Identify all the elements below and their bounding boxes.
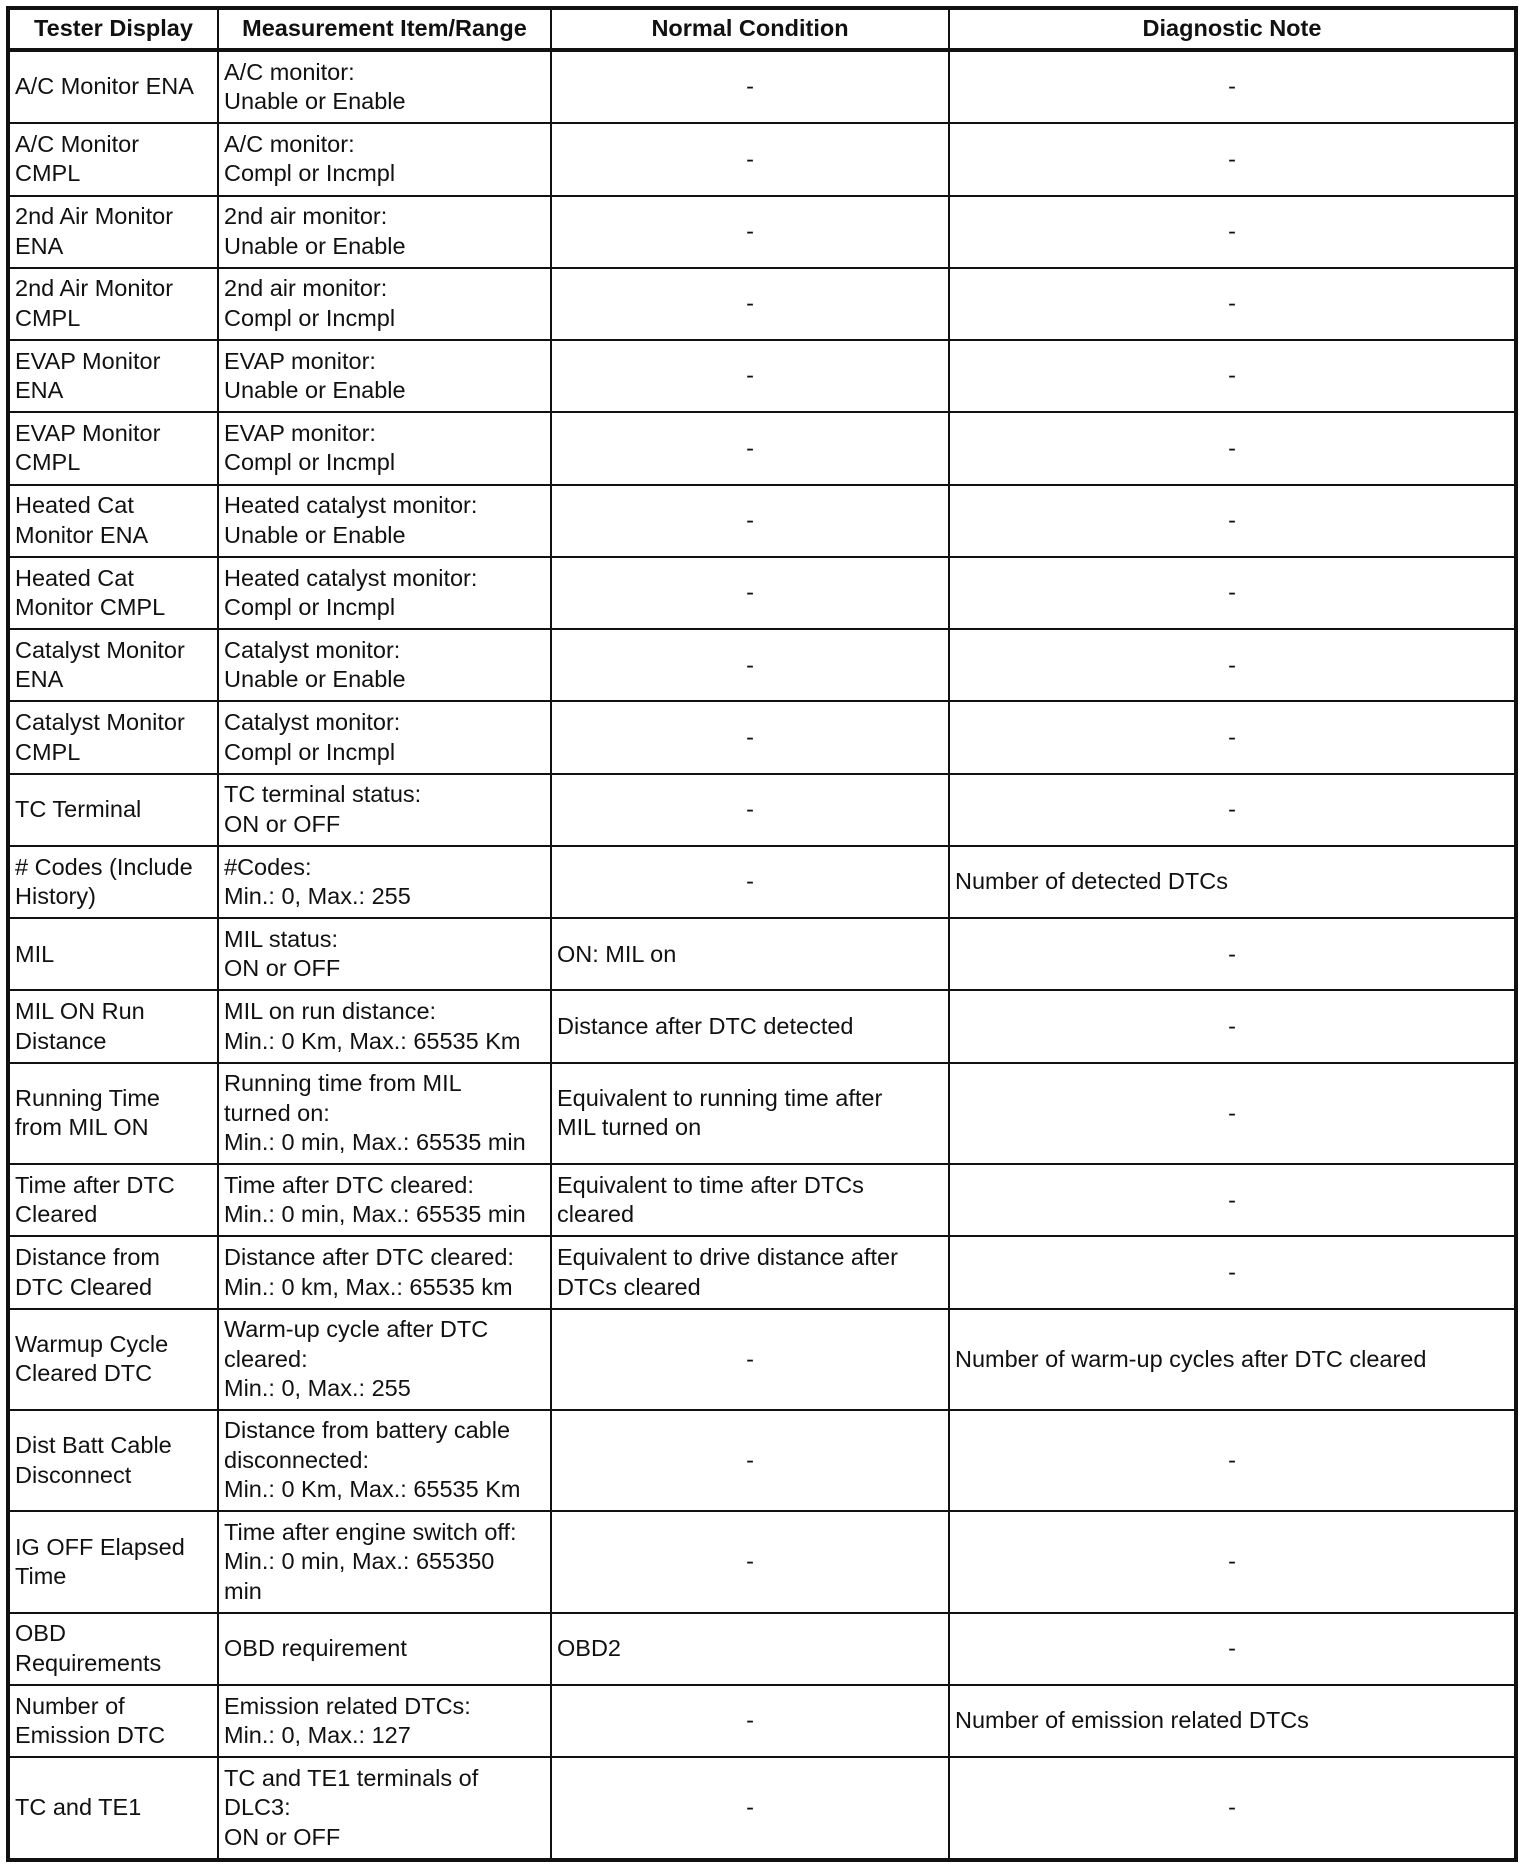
cell-measurement-range: Time after engine switch off: Min.: 0 min, Max.: 655350 min (218, 1511, 551, 1612)
table-row (8, 268, 1516, 340)
cell-tester-display: # Codes (Include History) (8, 846, 218, 918)
cell-measurement-range: Catalyst monitor: Compl or Incmpl (218, 701, 551, 773)
cell-normal-condition: - (551, 340, 949, 412)
cell-normal-condition: - (551, 268, 949, 340)
cell-tester-display: MIL ON Run Distance (8, 990, 218, 1062)
cell-tester-display: OBD Requirements (8, 1613, 218, 1685)
cell-tester-display: Time after DTC Cleared (8, 1164, 218, 1236)
cell-normal-condition: - (551, 485, 949, 557)
cell-measurement-range: 2nd air monitor: Unable or Enable (218, 196, 551, 268)
header-tester-display: Tester Display (8, 8, 218, 50)
cell-measurement-range: OBD requirement (218, 1613, 551, 1685)
table-row (8, 412, 1516, 484)
cell-diagnostic-note: - (949, 629, 1516, 701)
table-row (8, 557, 1516, 629)
table-row (8, 340, 1516, 412)
cell-tester-display: MIL (8, 918, 218, 990)
cell-tester-display: Number of Emission DTC (8, 1685, 218, 1757)
cell-normal-condition: - (551, 412, 949, 484)
cell-measurement-range: Catalyst monitor: Unable or Enable (218, 629, 551, 701)
cell-diagnostic-note: - (949, 918, 1516, 990)
cell-diagnostic-note: - (949, 990, 1516, 1062)
cell-measurement-range: Time after DTC cleared: Min.: 0 min, Max.: 65535 min (218, 1164, 551, 1236)
cell-measurement-range: TC terminal status: ON or OFF (218, 774, 551, 846)
cell-diagnostic-note: - (949, 1236, 1516, 1308)
cell-tester-display: A/C Monitor ENA (8, 50, 218, 123)
header-diagnostic-note: Diagnostic Note (949, 8, 1516, 50)
cell-diagnostic-note: - (949, 412, 1516, 484)
cell-measurement-range: EVAP monitor: Compl or Incmpl (218, 412, 551, 484)
cell-normal-condition: - (551, 774, 949, 846)
table-row (8, 990, 1516, 1062)
cell-diagnostic-note: - (949, 50, 1516, 123)
cell-tester-display: TC and TE1 (8, 1757, 218, 1860)
table-row (8, 1063, 1516, 1164)
cell-normal-condition: - (551, 1309, 949, 1410)
cell-normal-condition: - (551, 557, 949, 629)
cell-measurement-range: Emission related DTCs: Min.: 0, Max.: 127 (218, 1685, 551, 1757)
table-row (8, 196, 1516, 268)
cell-tester-display: EVAP Monitor CMPL (8, 412, 218, 484)
cell-diagnostic-note: - (949, 1511, 1516, 1612)
cell-tester-display: Catalyst Monitor CMPL (8, 701, 218, 773)
cell-normal-condition: - (551, 1685, 949, 1757)
cell-diagnostic-note: Number of warm-up cycles after DTC cleared (949, 1309, 1516, 1410)
cell-diagnostic-note: - (949, 196, 1516, 268)
cell-normal-condition: - (551, 846, 949, 918)
cell-measurement-range: A/C monitor: Compl or Incmpl (218, 123, 551, 195)
cell-normal-condition: - (551, 701, 949, 773)
data-list-sheet (6, 6, 1514, 1862)
cell-diagnostic-note: Number of emission related DTCs (949, 1685, 1516, 1757)
cell-measurement-range: Distance from battery cable disconnected: Min.: 0 Km, Max.: 65535 Km (218, 1410, 551, 1511)
cell-diagnostic-note: - (949, 701, 1516, 773)
cell-diagnostic-note: - (949, 557, 1516, 629)
table-row (8, 1410, 1516, 1511)
cell-diagnostic-note: Number of detected DTCs (949, 846, 1516, 918)
cell-normal-condition: - (551, 123, 949, 195)
table-row (8, 1164, 1516, 1236)
cell-measurement-range: EVAP monitor: Unable or Enable (218, 340, 551, 412)
table-row (8, 1236, 1516, 1308)
cell-normal-condition: Equivalent to running time after MIL turned on (551, 1063, 949, 1164)
table-row (8, 846, 1516, 918)
cell-diagnostic-note: - (949, 1410, 1516, 1511)
header-row (8, 8, 1516, 50)
cell-normal-condition: Distance after DTC detected (551, 990, 949, 1062)
cell-tester-display: Heated Cat Monitor ENA (8, 485, 218, 557)
cell-normal-condition: Equivalent to drive distance after DTCs cleared (551, 1236, 949, 1308)
cell-diagnostic-note: - (949, 485, 1516, 557)
table-row (8, 1757, 1516, 1860)
table-row (8, 629, 1516, 701)
table-row (8, 918, 1516, 990)
cell-diagnostic-note: - (949, 268, 1516, 340)
cell-tester-display: IG OFF Elapsed Time (8, 1511, 218, 1612)
cell-tester-display: 2nd Air Monitor CMPL (8, 268, 218, 340)
cell-measurement-range: Distance after DTC cleared: Min.: 0 km, Max.: 65535 km (218, 1236, 551, 1308)
cell-measurement-range: Warm-up cycle after DTC cleared: Min.: 0, Max.: 255 (218, 1309, 551, 1410)
cell-measurement-range: A/C monitor: Unable or Enable (218, 50, 551, 123)
cell-normal-condition: OBD2 (551, 1613, 949, 1685)
cell-diagnostic-note: - (949, 340, 1516, 412)
cell-measurement-range: TC and TE1 terminals of DLC3: ON or OFF (218, 1757, 551, 1860)
cell-normal-condition: - (551, 196, 949, 268)
table-row (8, 1309, 1516, 1410)
cell-tester-display: 2nd Air Monitor ENA (8, 196, 218, 268)
table-row (8, 123, 1516, 195)
table-header (8, 8, 1516, 50)
cell-tester-display: Distance from DTC Cleared (8, 1236, 218, 1308)
cell-tester-display: Dist Batt Cable Disconnect (8, 1410, 218, 1511)
cell-normal-condition: - (551, 629, 949, 701)
cell-normal-condition: ON: MIL on (551, 918, 949, 990)
cell-normal-condition: - (551, 1410, 949, 1511)
cell-diagnostic-note: - (949, 1757, 1516, 1860)
header-normal-condition: Normal Condition (551, 8, 949, 50)
cell-diagnostic-note: - (949, 774, 1516, 846)
cell-tester-display: Catalyst Monitor ENA (8, 629, 218, 701)
cell-tester-display: TC Terminal (8, 774, 218, 846)
cell-measurement-range: Running time from MIL turned on: Min.: 0 min, Max.: 65535 min (218, 1063, 551, 1164)
header-measurement-item-range: Measurement Item/Range (218, 8, 551, 50)
cell-normal-condition: - (551, 1757, 949, 1860)
cell-normal-condition: Equivalent to time after DTCs cleared (551, 1164, 949, 1236)
cell-tester-display: Running Time from MIL ON (8, 1063, 218, 1164)
cell-measurement-range: MIL status: ON or OFF (218, 918, 551, 990)
cell-tester-display: A/C Monitor CMPL (8, 123, 218, 195)
cell-diagnostic-note: - (949, 1063, 1516, 1164)
table-row (8, 1685, 1516, 1757)
table-row (8, 701, 1516, 773)
table-row (8, 485, 1516, 557)
cell-diagnostic-note: - (949, 1164, 1516, 1236)
table-row (8, 774, 1516, 846)
table-row (8, 1511, 1516, 1612)
cell-tester-display: Heated Cat Monitor CMPL (8, 557, 218, 629)
cell-normal-condition: - (551, 1511, 949, 1612)
cell-measurement-range: Heated catalyst monitor: Compl or Incmpl (218, 557, 551, 629)
cell-diagnostic-note: - (949, 1613, 1516, 1685)
table-row (8, 50, 1516, 123)
cell-diagnostic-note: - (949, 123, 1516, 195)
cell-tester-display: Warmup Cycle Cleared DTC (8, 1309, 218, 1410)
cell-measurement-range: Heated catalyst monitor: Unable or Enable (218, 485, 551, 557)
cell-measurement-range: MIL on run distance: Min.: 0 Km, Max.: 65535 Km (218, 990, 551, 1062)
table-body (8, 50, 1516, 1860)
cell-normal-condition: - (551, 50, 949, 123)
cell-measurement-range: 2nd air monitor: Compl or Incmpl (218, 268, 551, 340)
cell-measurement-range: #Codes: Min.: 0, Max.: 255 (218, 846, 551, 918)
table-row (8, 1613, 1516, 1685)
cell-tester-display: EVAP Monitor ENA (8, 340, 218, 412)
data-list-table (6, 6, 1518, 1862)
